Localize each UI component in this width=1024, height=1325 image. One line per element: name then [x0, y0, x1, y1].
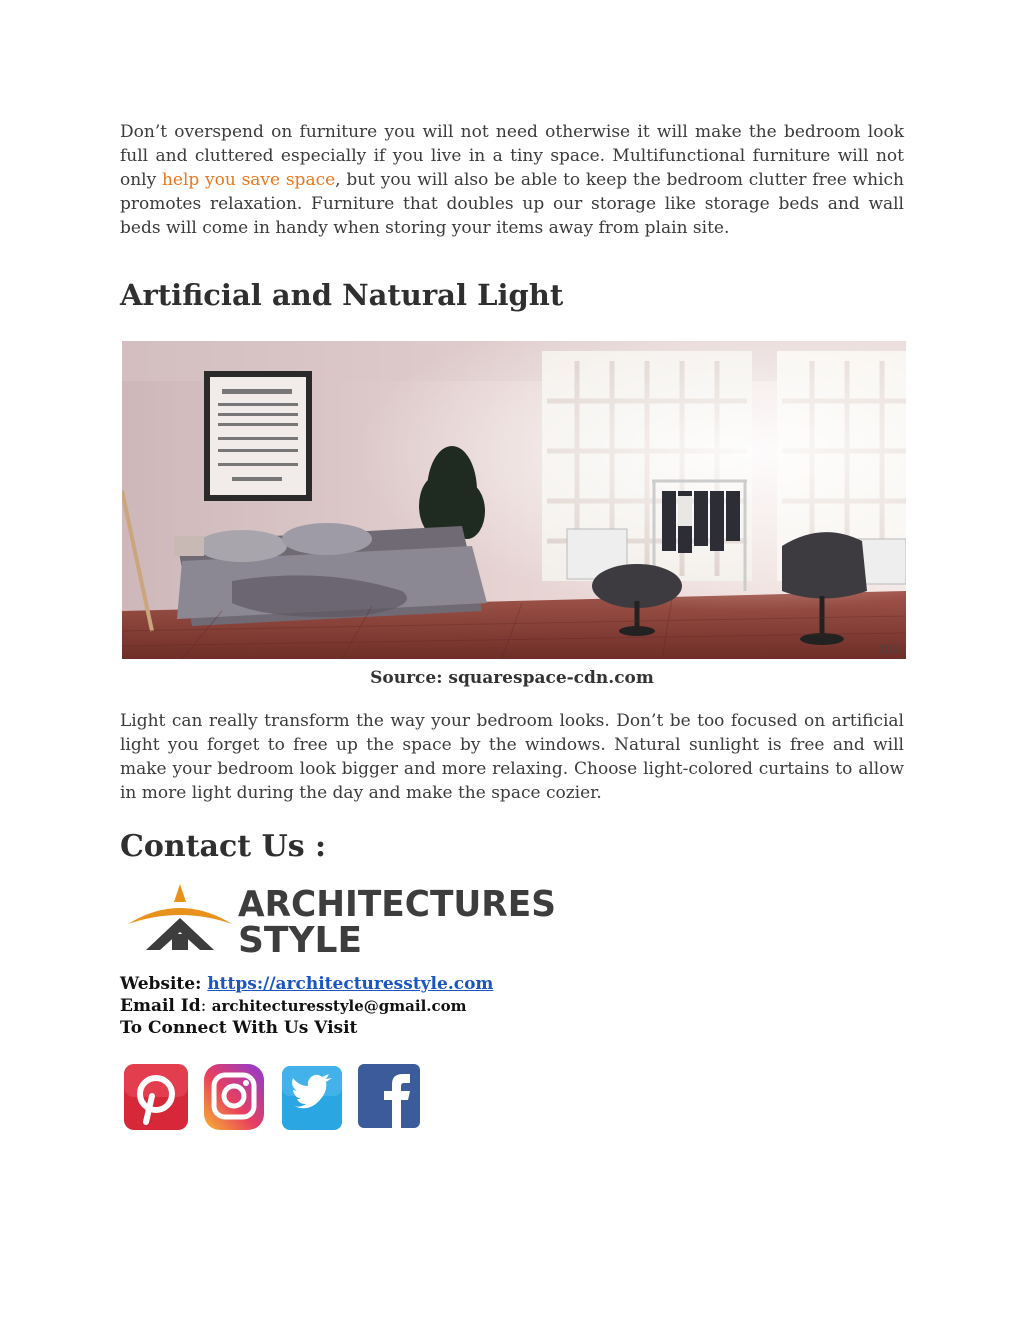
svg-text:DG: DG — [880, 643, 898, 656]
photo-caption: Source: squarespace-cdn.com — [370, 668, 654, 688]
help-save-space-link[interactable]: help you save space — [161, 170, 336, 190]
architectures-style-logo — [124, 878, 564, 958]
light-paragraph — [120, 709, 904, 805]
contact-details — [120, 973, 493, 1039]
pinterest-icon[interactable] — [122, 1062, 190, 1132]
twitter-icon[interactable] — [280, 1062, 344, 1132]
instagram-icon[interactable] — [202, 1062, 266, 1132]
website-row — [120, 973, 493, 995]
contact-heading: Contact Us : — [120, 829, 327, 864]
intro-text-start: Don’t overspend on furniture you will not need otherwise it will make the bedroom look full and cluttered especially if you live in a tiny space. Multifunctional furniture will not only — [120, 122, 904, 190]
section-heading-light: Artificial and Natural Light — [120, 278, 564, 312]
logo-text-line2: STYLE — [238, 920, 363, 958]
light-body-text: Light can really transform the way your bedroom looks. Don’t be too focused on artificial light you forget to free up the space by the windows. Natural sunlight is free and will make your bedroom look bigger and more relaxing. Choose light-colored curtains to allow in more light during the day and make the space cozier. — [120, 711, 904, 803]
email-separator: : — [200, 996, 212, 1016]
connect-row — [120, 1017, 493, 1039]
intro-text-end: , but you will also be able to keep the bedroom clutter free which promotes relaxation. Furniture that doubles up our storage like storage beds and wall beds will come in handy when storing your items away from plain site. — [120, 170, 904, 238]
website-label: Website: — [120, 974, 208, 994]
website-link[interactable]: https://architecturesstyle.com — [207, 974, 494, 994]
bedroom-photo — [122, 341, 906, 659]
email-value: architecturesstyle@gmail.com — [211, 997, 467, 1015]
connect-text: To Connect With Us Visit — [120, 1018, 358, 1038]
email-row — [120, 995, 493, 1017]
intro-paragraph — [120, 120, 904, 240]
logo-text-line1: ARCHITECTURES — [238, 884, 556, 925]
email-label: Email Id — [120, 996, 201, 1016]
facebook-icon[interactable] — [356, 1062, 422, 1132]
